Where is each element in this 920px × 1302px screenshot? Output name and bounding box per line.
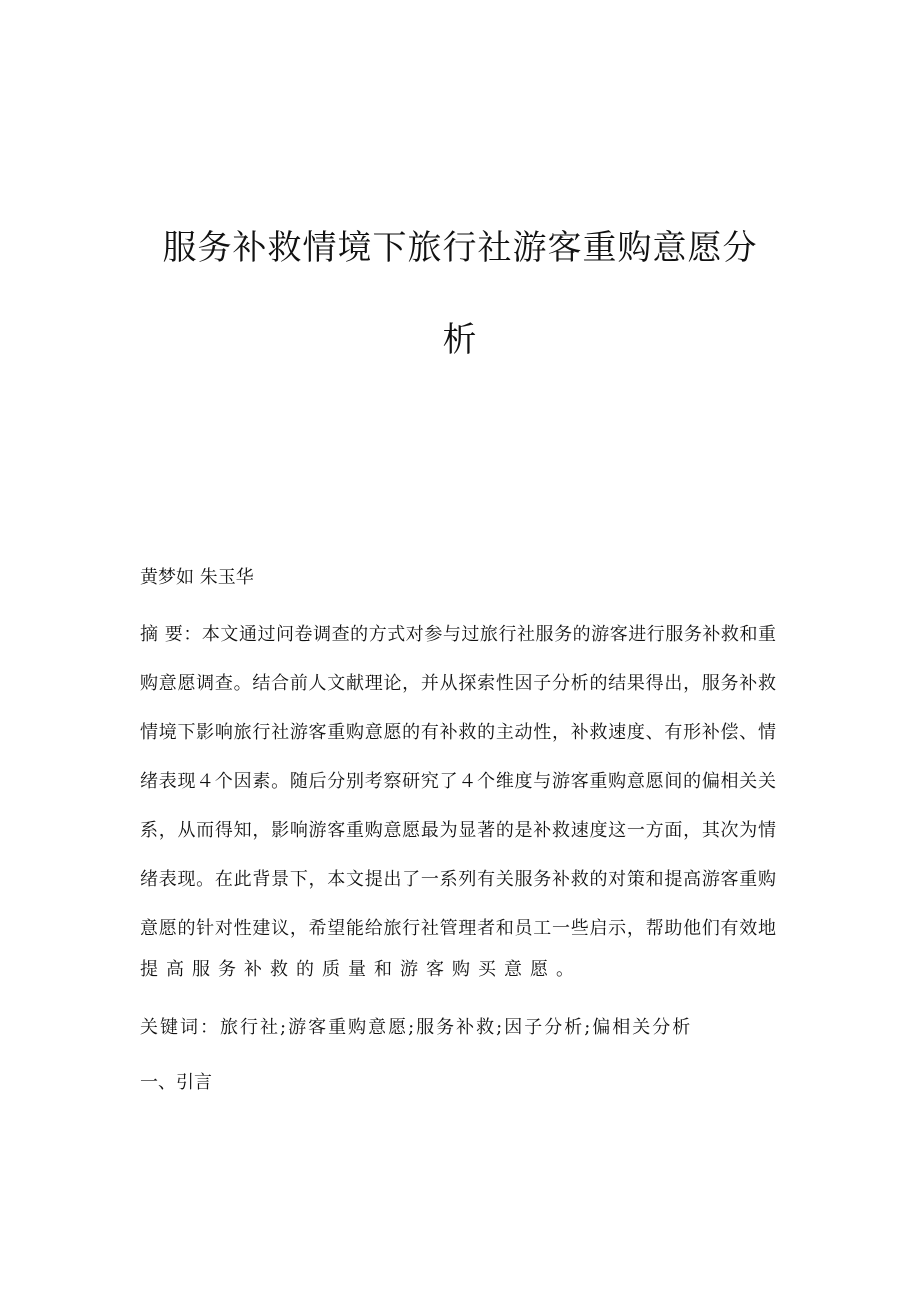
abstract-line: 提高服务补救的质量和游客购买意愿。 (140, 959, 582, 980)
authors: 黄梦如 朱玉华 (140, 567, 254, 588)
abstract-line: 绪表现。在此背景下，本文提出了一系列有关服务补救的对策和提高游客重购 (140, 869, 776, 890)
abstract-line: 情境下影响旅行社游客重购意愿的有补救的主动性，补救速度、有形补偿、情 (140, 722, 776, 743)
document-title-line-1: 服务补救情境下旅行社游客重购意愿分 (162, 228, 758, 268)
section-heading: 一、引言 (140, 1072, 212, 1093)
document-title-line-2: 析 (442, 320, 478, 360)
abstract-line: 摘 要：本文通过问卷调查的方式对参与过旅行社服务的游客进行服务补救和重 (140, 624, 776, 645)
keywords: 关键词：旅行社;游客重购意愿;服务补救;因子分析;偏相关分析 (140, 1017, 693, 1038)
abstract-line: 意愿的针对性建议，希望能给旅行社管理者和员工一些启示，帮助他们有效地 (140, 918, 776, 939)
abstract-line: 系，从而得知，影响游客重购意愿最为显著的是补救速度这一方面，其次为情 (140, 820, 776, 841)
abstract-line: 购意愿调查。结合前人文献理论，并从探索性因子分析的结果得出，服务补救 (140, 673, 776, 694)
abstract-line: 绪表现４个因素。随后分别考察研究了４个维度与游客重购意愿间的偏相关关 (140, 771, 776, 792)
